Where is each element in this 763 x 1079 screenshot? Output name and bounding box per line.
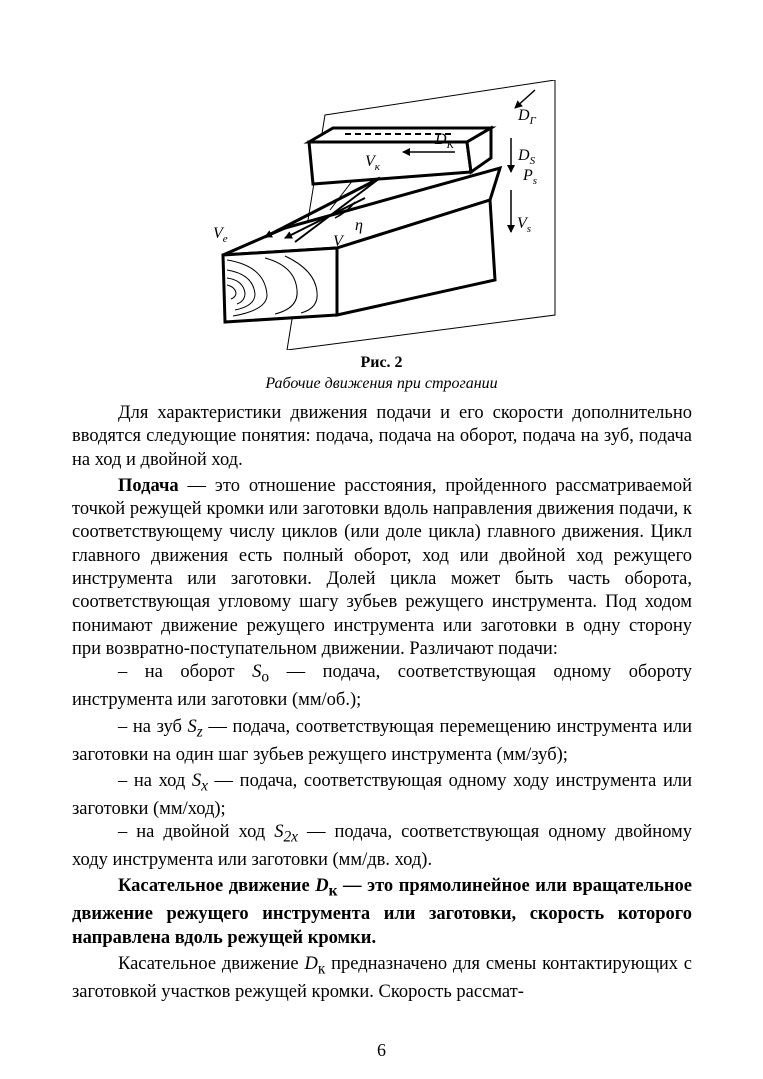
paragraph-tangential-definition: Касательное движение $D_к$ — это прямолинейное или вращательное движение режущего инструмента или заготовки, скорость которого направлена вдоль режущей кромки. (72, 876, 692, 948)
list-item-per-stroke: – на ход $S_x$ — подача, соответствующая одному ходу инструмента или заготовки (мм/ход); (72, 770, 692, 819)
list-item-per-double-stroke: – на двойной ход $S_{2x}$ — подача, соответствующая одному двойному ходу инструмента или заготовки (мм/дв. ход). (72, 822, 693, 871)
figure-caption-text: Рабочие движения при строгании (265, 375, 498, 392)
list-item-per-revolution: – на оборот $S_о$ — подача, соответствующая одному обороту инструмента или заготовки (мм/об.); (72, 662, 692, 711)
dg-arrow (515, 90, 535, 108)
label-dk: $D_К$ (435, 131, 454, 151)
label-eta: η (355, 217, 363, 234)
label-ps: $P_s$ (523, 167, 538, 187)
figure-caption-number: Рис. 2 (360, 354, 403, 371)
label-ds: $D_S$ (518, 147, 536, 167)
label-ve: $V_e$ (213, 225, 228, 245)
planing-figure (205, 80, 565, 350)
list-item-per-tooth: – на зуб $S_z$ — подача, соответствующая перемещению инструмента или заготовки на один шаг зубьев режущего инструмента (мм/зуб); (72, 716, 692, 765)
label-v: V (333, 233, 343, 250)
paragraph-tangential-purpose: Касательное движение $D_к$ предназначено для смены контактирующих с заготовкой участков режущей кромки. Скорость рассмат- (72, 953, 693, 1002)
term-feed: Подача (118, 475, 179, 496)
body-text (72, 402, 692, 1004)
page-number: 6 (377, 1040, 386, 1060)
planing-diagram (205, 80, 565, 350)
paragraph-feed-definition: Подача — это отношение расстояния, пройденного рассматриваемой точкой режущей кромки или заготовки вдоль направления движения подачи, к соответствующему числу циклов (или доле цикла) главного движения. Цикл главного движения есть полный оборот, ход или двойной ход режущего инструмента или заготовки. Долей цикла может быть часть оборота, соответствующая угловому шагу зубьев режущего инструмента. Под ходом понимают движение режущего инструмента или заготовки в одну сторону при возвратно-поступательном движении. Различают подачи: (72, 475, 692, 659)
label-dg: $D_Г$ (518, 107, 536, 127)
label-vs: $V_s$ (517, 215, 532, 235)
paragraph-1: Для характеристики движения подачи и его скорости дополнительно вводятся следующие понятия: подача, подача на оборот, подача на зуб, подача на ход и двойной ход. (72, 403, 692, 470)
label-vk: $V_к$ (365, 153, 380, 173)
cutter (309, 128, 491, 184)
